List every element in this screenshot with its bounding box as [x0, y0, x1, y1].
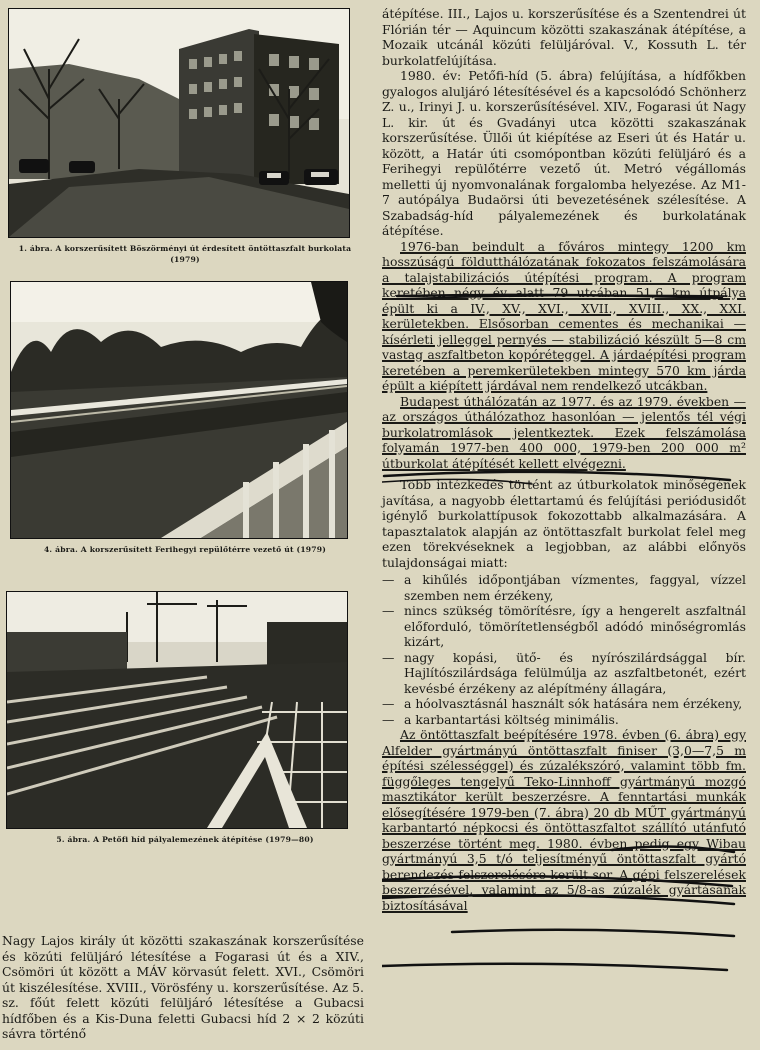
- left-bottom-paragraph: Nagy Lajos király út közötti szakaszának korszerűsítése és közúti felüljáró létesítése a Fogarasi út és a XIV., Csömöri út között a MÁV körvasút felett. XVI., Csömöri út kiszélesítése. XVIII., Vörösfény u. korszerűsítése. Az 5. sz. főút felett közúti felüljáró létesítése a Gubacsi hídfőben és a Kis-Duna feletti Gubacsi híd 2 × 2 közúti sávra történő: [2, 933, 364, 1041]
- list-item: — a karbantartási költség minimális.: [382, 711, 619, 727]
- list-item: — nagy kopási, ütő- és nyírószilárdsággal bír. Hajlítószilárdsága felülmúlja az aszfaltbetonét, ezért kevésbé érzékeny az alépítmény állagára,: [382, 649, 746, 696]
- paragraph-1: átépítése. III., Lajos u. korszerűsítése és a Szentendrei út Flórián tér — Aquincum közötti szakaszának átépítése, a Mozaik utcánál közúti felüljáróval. V., Kossuth L. tér burkolatfelújítása.: [382, 6, 746, 68]
- street-scene-image: [9, 9, 349, 237]
- list-item: — a kihűlés időpontjában vízmentes, faggyal, vízzel szemben nem érzékeny,: [382, 572, 746, 603]
- left-column: [6, 8, 364, 845]
- underlined-paragraph-3: 1976-ban beindult a főváros mintegy 1200 km hosszúságú földutthálózatának fokozatos felszámolására a talajstabilizációs útépítési program. A program keretében négy év alatt 79 utcában 51,6 km útpálya épült ki a IV., XV., XVI., XVII., XVIII., XX., XXI. kerületekben. Elsősorban cementes és mechanikai — kísérleti jelleggel pernyés — stabilizáció készült 5—8 cm vastag aszfaltbeton kopóréteggel. A járdaépítési program keretében a peremkerületekben mintegy 570 km járda épült a kiépített járdával nem rendelkező utcákban.: [382, 238, 746, 393]
- list-item: — a hóolvasztásnál használt sók hatására nem érzékeny,: [382, 696, 743, 711]
- figure-4-photo: [10, 281, 348, 539]
- bridge-deck-construction-image: [7, 592, 347, 828]
- underlined-paragraph-6: Az öntöttaszfalt beépítésére 1978. évben (6. ábra) egy Alfelder gyártmányú öntöttaszfalt finiser (3,0—7,5 m építési szélességgel) és zúzalékszóró, valamint több fm. függőleges tengelyű Teko-Linnhoff gyártmányú mozgó masztikátor került beszerzésre. A fenntartási munkák elősegítésére 1979-ben (7. ábra) 20 db MŰT gyártmányú karbantartó népkocsi és öntöttaszfaltot szállító utánfutó beszerzése történt meg. 1980. évben pedig egy Wibau gyártmányú 3,5 t/ó teljesítményű öntöttaszfalt gyártó berendezés felszerelésére került sor. A gépi felszerelések beszerzésével, valamint az 5/8-as zúzalék gyártásának biztosításával: [382, 727, 746, 913]
- figure-4-caption: 4. ábra. A korszerűsített Ferihegyi repülőtérre vezető út (1979): [43, 545, 327, 554]
- figure-1-caption: 1. ábra. A korszerűsített Böszörményi út érdesített öntöttaszfalt burkolata (1979): [18, 244, 352, 264]
- figure-1-photo: [8, 8, 350, 238]
- paragraph-5: Több intézkedés történt az útburkolatok minőségének javítása, a nagyobb élettartamú és felújítási periódusidőt igénylő burkolattípusok fokozottabb alkalmazására. A tapasztalatok alapján az öntöttaszfalt burkolat felel meg ezen törekvéseknek a legjobban, az alábbi előnyös tulajdonságai miatt:: [382, 477, 746, 570]
- paragraph-4: [382, 394, 746, 472]
- airport-road-image: [11, 282, 347, 538]
- underlined-paragraph-4: Budapest úthálózatán az 1977. és az 1979. években — az országos úthálózathoz hasonlóan — jelentős tél végi burkolatromlások jelentkeztek. Ezek felszámolása folyamán 1977-ben 400 000, 1979-ben 200 000 m² útburkolat átépítését kellett elvégezni.: [382, 393, 746, 471]
- paragraph-3: [382, 239, 746, 394]
- list-item: — nincs szükség tömörítésre, így a hengerelt aszfaltnál előforduló, tömörítetlenségből adódó minőségromlás kizárt,: [382, 603, 746, 649]
- right-column: [382, 6, 746, 913]
- paragraph-6: [382, 727, 746, 913]
- figure-5-photo: [6, 591, 348, 829]
- advantages-list: [382, 572, 746, 727]
- figure-5-caption: 5. ábra. A Petőfi híd pályalemezének átépítése (1979—80): [56, 835, 314, 844]
- paragraph-2: 1980. év: Petőfi-híd (5. ábra) felújítása, a hídfőkben gyalogos aluljáró létesítésével és a kapcsolódó Schönherz Z. u., Irinyi J. u. korszerűsítésével. XIV., Fogarasi út Nagy L. kir. út és Gvadányi utca közötti szakaszának korszerűsítése. Üllői út kiépítése az Eseri út és Határ u. között, a Határ úti csomópontban közúti felüljáró és a Ferihegyi repülőtérre vezető út. Metró végállomás melletti új nyomvonalának forgalomba helyezése. Az M1- 7 autópálya Budaörsi úti bevezetésének szélesítése. A Szabadság-híd pályalemezének és burkolatának átépítése.: [382, 68, 746, 238]
